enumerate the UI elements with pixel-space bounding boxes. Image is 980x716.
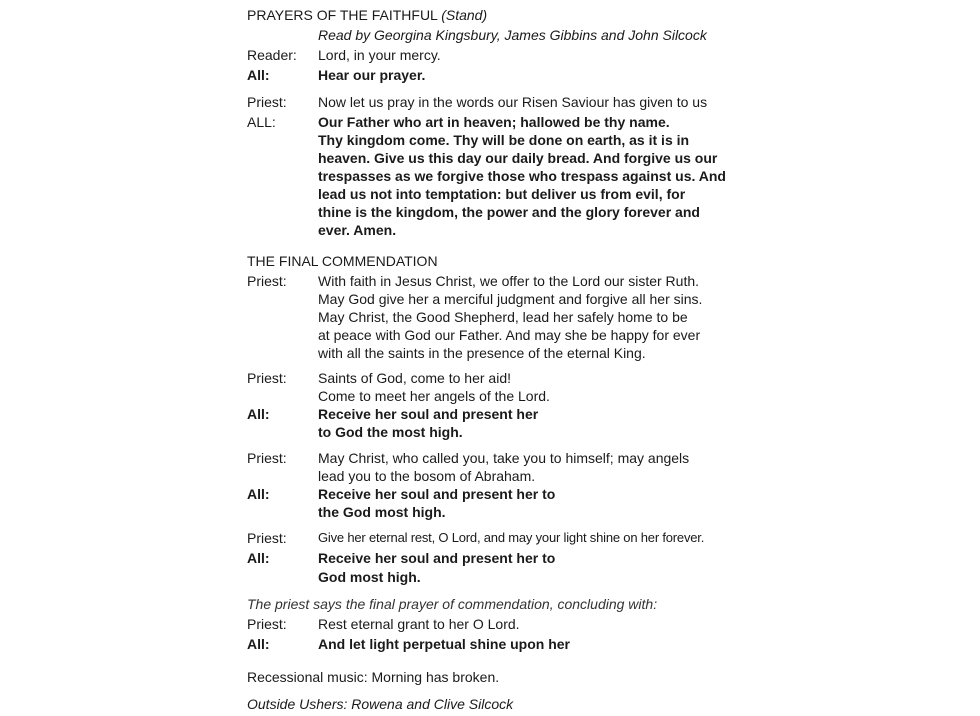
priest-rest-text: Give her eternal rest, O Lord, and may your light shine on her forever.: [318, 530, 705, 545]
priest-label: Priest:: [247, 450, 287, 466]
all-label: All:: [247, 486, 270, 502]
all-response: [318, 405, 538, 441]
lords-prayer: [318, 113, 726, 239]
lords-prayer-line: ever. Amen.: [318, 222, 397, 238]
reader-label: Reader:: [247, 47, 297, 63]
rubric: The priest says the final prayer of commendation, concluding with:: [247, 596, 658, 612]
text-line: With faith in Jesus Christ, we offer to the Lord our sister Ruth.: [318, 273, 700, 289]
prayers-heading-line: [247, 6, 487, 24]
text-line: God most high.: [318, 569, 421, 585]
priest-saints-text: [318, 369, 550, 405]
all-label: All:: [247, 406, 270, 422]
text-line: at peace with God our Father. And may she be happy for ever: [318, 327, 701, 343]
text-line: to God the most high.: [318, 424, 463, 440]
text-line: lead you to the bosom of Abraham.: [318, 468, 536, 484]
lords-prayer-line: thine is the kingdom, the power and the glory forever and: [318, 204, 700, 220]
priest-invitation: Now let us pray in the words our Risen Saviour has given to us: [318, 94, 708, 110]
priest-label: Priest:: [247, 273, 287, 289]
text-line: Receive her soul and present her to: [318, 486, 556, 502]
lords-prayer-line: heaven. Give us this day our daily bread. And forgive us our: [318, 150, 718, 166]
all-caps-label: ALL:: [247, 114, 276, 130]
all-response: [318, 549, 555, 587]
priest-label: Priest:: [247, 616, 287, 632]
text-line: May God give her a merciful judgment and forgive all her sins.: [318, 291, 703, 307]
lords-prayer-line: Thy kingdom come. Thy will be done on earth, as it is in: [318, 132, 690, 148]
text-line: May Christ, the Good Shepherd, lead her safely home to be: [318, 309, 688, 325]
priest-final-text: Rest eternal grant to her O Lord.: [318, 616, 520, 632]
all-final-response: And let light perpetual shine upon her: [318, 636, 571, 652]
reader-text: Lord, in your mercy.: [318, 47, 441, 63]
prayers-heading-note: (Stand): [441, 7, 488, 23]
all-label: All:: [247, 550, 270, 566]
text-line: Receive her soul and present her to: [318, 550, 556, 566]
all-response: [318, 485, 555, 521]
ushers: Outside Ushers: Rowena and Clive Silcock: [247, 696, 514, 712]
lords-prayer-line: Our Father who art in heaven; hallowed be thy name.: [318, 114, 670, 130]
lords-prayer-line: trespasses as we forgive those who trespass against us. And: [318, 168, 726, 184]
text-line: the God most high.: [318, 504, 446, 520]
priest-label: Priest:: [247, 370, 287, 386]
priest-label: Priest:: [247, 94, 287, 110]
priest-christ-text: [318, 449, 689, 485]
lords-prayer-line: lead us not into temptation: but deliver us from evil, for: [318, 186, 686, 202]
readers-line: Read by Georgina Kingsbury, James Gibbins and John Silcock: [318, 27, 707, 43]
all-response: Hear our prayer.: [318, 67, 426, 83]
all-label: All:: [247, 636, 270, 652]
commendation-text: [318, 272, 702, 362]
text-line: with all the saints in the presence of the eternal King.: [318, 345, 646, 361]
prayers-heading: PRAYERS OF THE FAITHFUL: [247, 7, 438, 23]
text-line: Come to meet her angels of the Lord.: [318, 388, 550, 404]
text-line: Saints of God, come to her aid!: [318, 370, 511, 386]
commendation-heading: THE FINAL COMMENDATION: [247, 253, 438, 269]
text-line: Receive her soul and present her: [318, 406, 539, 422]
recessional: Recessional music: Morning has broken.: [247, 669, 500, 685]
priest-label: Priest:: [247, 530, 287, 546]
all-label: All:: [247, 67, 270, 83]
text-line: May Christ, who called you, take you to himself; may angels: [318, 450, 690, 466]
